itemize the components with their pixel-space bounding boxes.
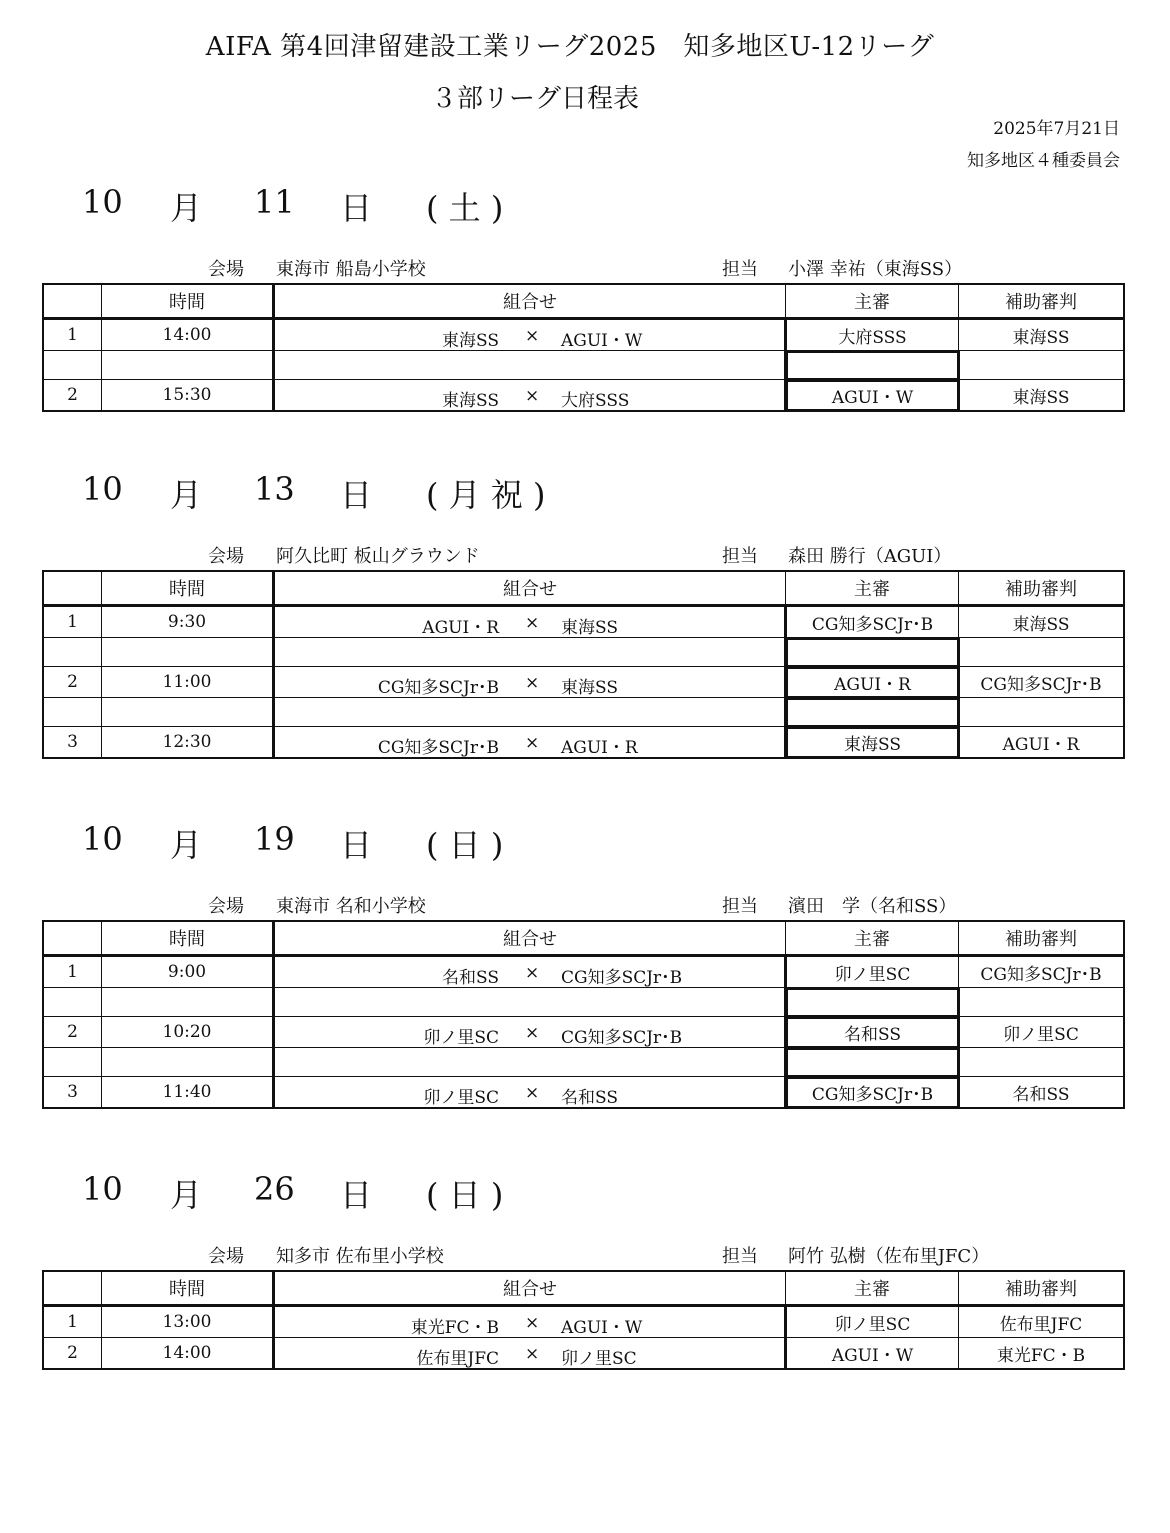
date-month: 10 xyxy=(82,1170,123,1208)
assistant-referee: 佐布里JFC xyxy=(959,1306,1125,1338)
away-team: CG知多SCJr･B xyxy=(561,1028,683,1048)
game-time: 9:00 xyxy=(102,956,274,988)
referee: AGUI・W xyxy=(786,380,959,412)
page-title: AIFA 第4回津留建設工業リーグ2025 知多地区U-12リーグ xyxy=(205,32,935,62)
game-no: 1 xyxy=(43,1306,102,1338)
venue-label: 会場 xyxy=(208,896,244,917)
header-assistant: 補助審判 xyxy=(959,921,1125,956)
table-row xyxy=(43,1306,1124,1338)
header-match: 組合せ xyxy=(274,921,786,956)
date-weekday: ( 月 祝 ) xyxy=(426,476,546,514)
home-team: 名和SS xyxy=(442,968,499,988)
match-date xyxy=(82,183,782,227)
game-no: 1 xyxy=(43,606,102,638)
date-month-kanji: 月 xyxy=(170,476,203,514)
away-team: CG知多SCJr･B xyxy=(561,968,683,988)
date-month-kanji: 月 xyxy=(170,826,203,864)
venue-name: 東海市 名和小学校 xyxy=(276,896,426,917)
referee: 卯ノ里SC xyxy=(786,956,959,988)
game-time: 12:30 xyxy=(102,727,274,759)
game-no: 1 xyxy=(43,956,102,988)
game-time: 11:40 xyxy=(102,1077,274,1109)
game-matchup xyxy=(274,1017,786,1048)
game-no: 3 xyxy=(43,1077,102,1109)
table-header-row xyxy=(43,1271,1124,1306)
organizer: 知多地区４種委員会 xyxy=(967,151,1120,171)
venue-name: 東海市 船島小学校 xyxy=(276,259,426,280)
referee: 東海SS xyxy=(786,727,959,759)
date-day: 13 xyxy=(254,470,295,508)
header-no xyxy=(43,284,102,319)
spacer-row xyxy=(43,1048,1124,1077)
table-row xyxy=(43,727,1124,759)
vs-mark: × xyxy=(525,1344,540,1364)
game-matchup xyxy=(274,727,786,759)
venue-line xyxy=(42,1242,1125,1266)
date-day-kanji: 日 xyxy=(340,826,373,864)
charge-name: 小澤 幸祐（東海SS） xyxy=(788,259,963,280)
home-team: CG知多SCJr･B xyxy=(377,738,499,758)
table-row xyxy=(43,1017,1124,1048)
vs-mark: × xyxy=(525,1313,540,1333)
date-month-kanji: 月 xyxy=(170,189,203,227)
away-team: 東海SS xyxy=(561,678,618,698)
game-time: 11:00 xyxy=(102,667,274,698)
game-matchup xyxy=(274,380,786,412)
table-header-row xyxy=(43,571,1124,606)
table-row xyxy=(43,1338,1124,1370)
spacer-row xyxy=(43,351,1124,380)
table-row xyxy=(43,956,1124,988)
game-time: 14:00 xyxy=(102,1338,274,1370)
date-month: 10 xyxy=(82,470,123,508)
game-matchup xyxy=(274,606,786,638)
spacer-row xyxy=(43,638,1124,667)
away-team: AGUI・W xyxy=(561,331,643,351)
date-weekday: ( 土 ) xyxy=(426,189,504,227)
match-date xyxy=(82,470,782,514)
home-team: AGUI・R xyxy=(422,618,499,638)
header-time: 時間 xyxy=(102,921,274,956)
vs-mark: × xyxy=(525,963,540,983)
assistant-referee: AGUI・R xyxy=(959,727,1125,759)
date-month: 10 xyxy=(82,183,123,221)
game-no: 2 xyxy=(43,1338,102,1370)
match-date xyxy=(82,1170,782,1214)
vs-mark: × xyxy=(525,386,540,406)
venue-line xyxy=(42,255,1125,279)
date-day-kanji: 日 xyxy=(340,1176,373,1214)
date-weekday: ( 日 ) xyxy=(426,1176,504,1214)
charge-name: 濱田 学（名和SS） xyxy=(788,896,957,917)
referee: CG知多SCJr･B xyxy=(786,606,959,638)
venue-line xyxy=(42,892,1125,916)
referee: 卯ノ里SC xyxy=(786,1306,959,1338)
game-no: 1 xyxy=(43,319,102,351)
vs-mark: × xyxy=(525,613,540,633)
vs-mark: × xyxy=(525,1083,540,1103)
away-team: 卯ノ里SC xyxy=(561,1349,637,1369)
date-weekday: ( 日 ) xyxy=(426,826,504,864)
vs-mark: × xyxy=(525,733,540,753)
venue-label: 会場 xyxy=(208,259,244,280)
header-time: 時間 xyxy=(102,1271,274,1306)
charge-label: 担当 xyxy=(722,546,758,567)
header-time: 時間 xyxy=(102,571,274,606)
header-assistant: 補助審判 xyxy=(959,1271,1125,1306)
away-team: 大府SSS xyxy=(561,391,630,411)
venue-name: 知多市 佐布里小学校 xyxy=(276,1246,444,1267)
assistant-referee: 東海SS xyxy=(959,606,1125,638)
table-row xyxy=(43,667,1124,698)
issue-date: 2025年7月21日 xyxy=(993,119,1120,139)
date-day: 26 xyxy=(254,1170,295,1208)
game-no: 3 xyxy=(43,727,102,759)
assistant-referee: 東海SS xyxy=(959,319,1125,351)
date-day: 11 xyxy=(254,183,295,221)
game-matchup xyxy=(274,667,786,698)
assistant-referee: CG知多SCJr･B xyxy=(959,956,1125,988)
assistant-referee: 東海SS xyxy=(959,380,1125,412)
header-referee: 主審 xyxy=(786,284,959,319)
game-time: 13:00 xyxy=(102,1306,274,1338)
header-assistant: 補助審判 xyxy=(959,284,1125,319)
referee: AGUI・R xyxy=(786,667,959,698)
game-time: 9:30 xyxy=(102,606,274,638)
header-no xyxy=(43,1271,102,1306)
assistant-referee: CG知多SCJr･B xyxy=(959,667,1125,698)
schedule-table xyxy=(42,1270,1125,1370)
schedule-table xyxy=(42,570,1125,759)
away-team: 名和SS xyxy=(561,1088,618,1108)
header-time: 時間 xyxy=(102,284,274,319)
game-time: 15:30 xyxy=(102,380,274,412)
assistant-referee: 東光FC・B xyxy=(959,1338,1125,1370)
date-day-kanji: 日 xyxy=(340,476,373,514)
header-no xyxy=(43,571,102,606)
game-matchup xyxy=(274,956,786,988)
table-row xyxy=(43,606,1124,638)
away-team: 東海SS xyxy=(561,618,618,638)
header-match: 組合せ xyxy=(274,571,786,606)
assistant-referee: 卯ノ里SC xyxy=(959,1017,1125,1048)
header-assistant: 補助審判 xyxy=(959,571,1125,606)
spacer-row xyxy=(43,988,1124,1017)
spacer-row xyxy=(43,698,1124,727)
referee: CG知多SCJr･B xyxy=(786,1077,959,1109)
game-matchup xyxy=(274,1338,786,1370)
vs-mark: × xyxy=(525,673,540,693)
home-team: 卯ノ里SC xyxy=(423,1088,499,1108)
home-team: 卯ノ里SC xyxy=(423,1028,499,1048)
assistant-referee: 名和SS xyxy=(959,1077,1125,1109)
game-matchup xyxy=(274,1077,786,1109)
charge-label: 担当 xyxy=(722,1246,758,1267)
header-referee: 主審 xyxy=(786,1271,959,1306)
charge-name: 阿竹 弘樹（佐布里JFC） xyxy=(788,1246,990,1267)
venue-label: 会場 xyxy=(208,546,244,567)
schedule-table xyxy=(42,920,1125,1109)
home-team: 東光FC・B xyxy=(410,1318,499,1338)
page-subtitle: ３部リーグ日程表 xyxy=(430,84,639,114)
referee: AGUI・W xyxy=(786,1338,959,1370)
header-referee: 主審 xyxy=(786,571,959,606)
referee: 大府SSS xyxy=(786,319,959,351)
match-date xyxy=(82,820,782,864)
game-matchup xyxy=(274,1306,786,1338)
game-no: 2 xyxy=(43,1017,102,1048)
table-row xyxy=(43,380,1124,412)
vs-mark: × xyxy=(525,326,540,346)
schedule-table xyxy=(42,283,1125,412)
charge-label: 担当 xyxy=(722,259,758,280)
header-match: 組合せ xyxy=(274,284,786,319)
date-month-kanji: 月 xyxy=(170,1176,203,1214)
header-referee: 主審 xyxy=(786,921,959,956)
vs-mark: × xyxy=(525,1023,540,1043)
table-header-row xyxy=(43,284,1124,319)
home-team: 東海SS xyxy=(442,331,499,351)
table-row xyxy=(43,1077,1124,1109)
game-time: 14:00 xyxy=(102,319,274,351)
venue-name: 阿久比町 板山グラウンド xyxy=(276,546,480,567)
venue-line xyxy=(42,542,1125,566)
table-row xyxy=(43,319,1124,351)
home-team: 東海SS xyxy=(442,391,499,411)
date-day: 19 xyxy=(254,820,295,858)
header-no xyxy=(43,921,102,956)
game-no: 2 xyxy=(43,667,102,698)
charge-label: 担当 xyxy=(722,896,758,917)
home-team: 佐布里JFC xyxy=(416,1349,499,1369)
home-team: CG知多SCJr･B xyxy=(377,678,499,698)
away-team: AGUI・W xyxy=(561,1318,643,1338)
game-time: 10:20 xyxy=(102,1017,274,1048)
referee: 名和SS xyxy=(786,1017,959,1048)
date-month: 10 xyxy=(82,820,123,858)
venue-label: 会場 xyxy=(208,1246,244,1267)
game-no: 2 xyxy=(43,380,102,412)
header-match: 組合せ xyxy=(274,1271,786,1306)
table-header-row xyxy=(43,921,1124,956)
date-day-kanji: 日 xyxy=(340,189,373,227)
away-team: AGUI・R xyxy=(561,738,638,758)
charge-name: 森田 勝行（AGUI） xyxy=(788,546,952,567)
game-matchup xyxy=(274,319,786,351)
